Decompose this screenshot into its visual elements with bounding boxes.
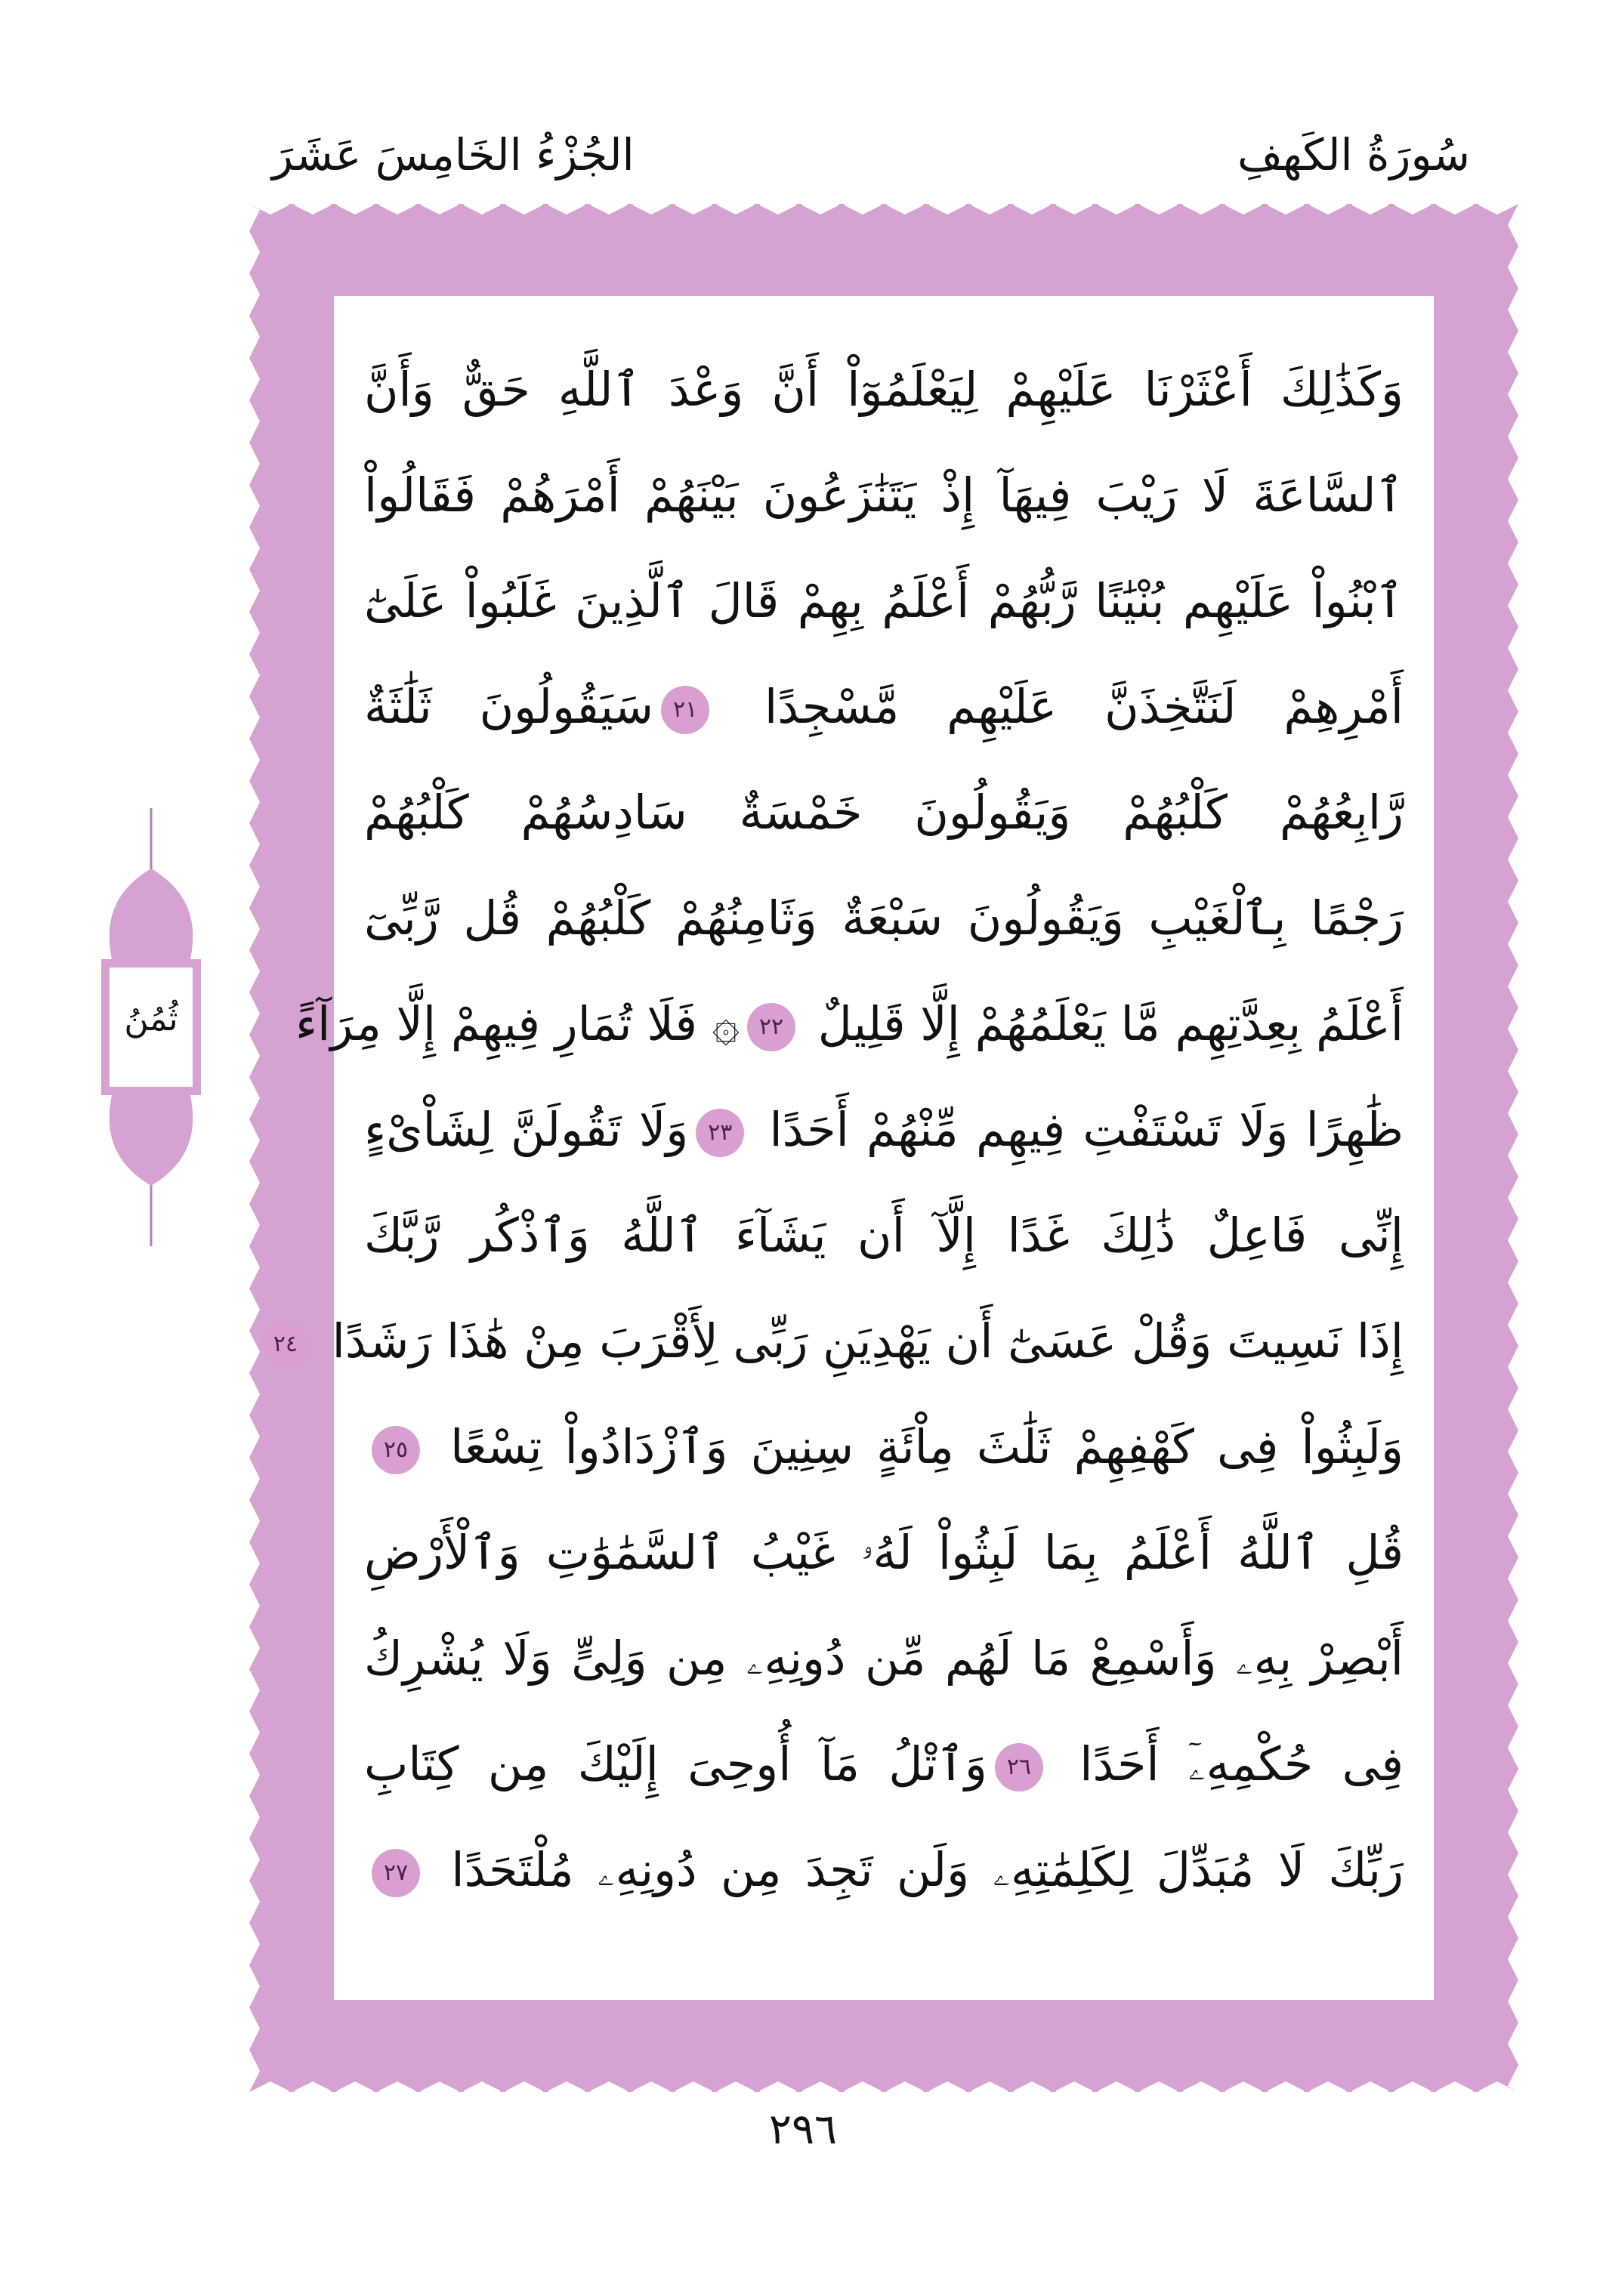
page-number: ٢٩٦ bbox=[768, 2105, 838, 2154]
verse-text: وَٱتْلُ مَآ أُوحِىَ إِلَيْكَ مِن كِتَابِ bbox=[364, 1736, 987, 1791]
verse-line bbox=[364, 548, 1404, 654]
verse-text: وَلَبِثُواْ فِى كَهْفِهِمْ ثَلَٰثَ مِاْئَةٍ سِنِينَ وَٱزْدَادُواْ تِسْعًا bbox=[450, 1419, 1404, 1474]
verse-text: ۞ فَلَا تُمَارِ فِيهِمْ إِلَّا مِرَآءً bbox=[295, 996, 740, 1051]
verse-line bbox=[273, 1288, 1404, 1394]
verse-text: ظَٰهِرًا وَلَا تَسْتَفْتِ فِيهِم مِّنْهُمْ أَحَدًا bbox=[769, 1102, 1404, 1157]
ayah-number-marker: ٢٤ bbox=[261, 1320, 310, 1369]
verse-text: فِى حُكْمِهِۦٓ أَحَدًا bbox=[1079, 1736, 1404, 1791]
verse-line bbox=[364, 760, 1404, 866]
ayah-number-marker: ٢٧ bbox=[372, 1849, 420, 1897]
hizb-label: ثُمُنُ bbox=[124, 1000, 178, 1038]
verse-line bbox=[364, 443, 1404, 548]
ayah-number-marker: ٢٢ bbox=[747, 1003, 795, 1051]
verse-line bbox=[364, 1183, 1404, 1288]
verse-line bbox=[295, 971, 1404, 1077]
verse-line bbox=[364, 1394, 1404, 1500]
verse-text: أَبْصِرْ بِهِۦ وَأَسْمِعْ مَا لَهُم مِّن دُونِهِۦ مِن وَلِىٍّ وَلَا يُشْرِكُ bbox=[364, 1631, 1404, 1686]
verse-line bbox=[364, 654, 1404, 760]
verse-line bbox=[364, 1711, 1404, 1817]
ayah-number-marker: ٢٣ bbox=[696, 1109, 744, 1157]
verse-text: رَّابِعُهُمْ كَلْبُهُمْ وَيَقُولُونَ خَمْسَةٌ سَادِسُهُمْ كَلْبُهُمْ bbox=[364, 785, 1404, 840]
verse-line bbox=[364, 1817, 1404, 1923]
verse-text: إِنِّى فَاعِلٌ ذَٰلِكَ غَدًا إِلَّآ أَن يَشَآءَ ٱللَّهُ وَٱذْكُر رَّبَّكَ bbox=[364, 1208, 1404, 1263]
text-panel bbox=[273, 296, 1434, 2000]
verse-text: ٱبْنُواْ عَلَيْهِم بُنْيَٰنًا رَّبُّهُمْ أَعْلَمُ بِهِمْ قَالَ ٱلَّذِينَ غَلَبُواْ عَلَىٰٓ bbox=[364, 573, 1404, 628]
ayah-number-marker: ٢٦ bbox=[995, 1743, 1043, 1791]
surah-name: سُورَةُ الكَهفِ bbox=[1237, 129, 1470, 181]
juz-name: الجُزْءُ الخَامِسَ عَشَرَ bbox=[272, 129, 635, 181]
verse-text: إِذَا نَسِيتَ وَقُلْ عَسَىٰٓ أَن يَهْدِيَنِ رَبِّى لِأَقْرَبَ مِنْ هَٰذَا رَشَدًا bbox=[332, 1313, 1404, 1369]
verse-text: وَلَا تَقُولَنَّ لِشَاْىْءٍ bbox=[364, 1102, 689, 1157]
ayah-number-marker: ٢٥ bbox=[372, 1426, 420, 1474]
verse-line bbox=[364, 1077, 1404, 1183]
verse-line bbox=[364, 337, 1404, 443]
verse-text: رَجْمًا بِٱلْغَيْبِ وَيَقُولُونَ سَبْعَةٌ وَثَامِنُهُمْ كَلْبُهُمْ قُل رَّبِّىٓ bbox=[364, 890, 1404, 946]
verse-text: رَبِّكَ لَا مُبَدِّلَ لِكَلِمَٰتِهِۦ وَلَن تَجِدَ مِن دُونِهِۦ مُلْتَحَدًا bbox=[451, 1842, 1404, 1897]
verse-text: ٱلسَّاعَةَ لَا رَيْبَ فِيهَآ إِذْ يَتَنَٰزَعُونَ بَيْنَهُمْ أَمْرَهُمْ فَقَالُواْ bbox=[364, 468, 1404, 523]
verse-text: قُلِ ٱللَّهُ أَعْلَمُ بِمَا لَبِثُواْ لَهُۥ غَيْبُ ٱلسَّمَٰوَٰتِ وَٱلْأَرْضِ bbox=[364, 1525, 1404, 1580]
verse-text: سَيَقُولُونَ ثَلَٰثَةٌ bbox=[364, 679, 654, 734]
verse-line bbox=[364, 866, 1404, 971]
verse-text: أَمْرِهِمْ لَنَتَّخِذَنَّ عَلَيْهِم مَّسْجِدًا bbox=[764, 679, 1404, 734]
verse-line bbox=[364, 1606, 1404, 1711]
verse-text: أَعْلَمُ بِعِدَّتِهِم مَّا يَعْلَمُهُمْ إِلَّا قَلِيلٌ bbox=[817, 996, 1404, 1051]
verse-text: وَكَذَٰلِكَ أَعْثَرْنَا عَلَيْهِمْ لِيَعْلَمُوٓاْ أَنَّ وَعْدَ ٱللَّهِ حَقٌّ وَأَنَّ bbox=[364, 362, 1404, 417]
verse-line bbox=[364, 1500, 1404, 1606]
ayah-number-marker: ٢١ bbox=[661, 686, 709, 734]
